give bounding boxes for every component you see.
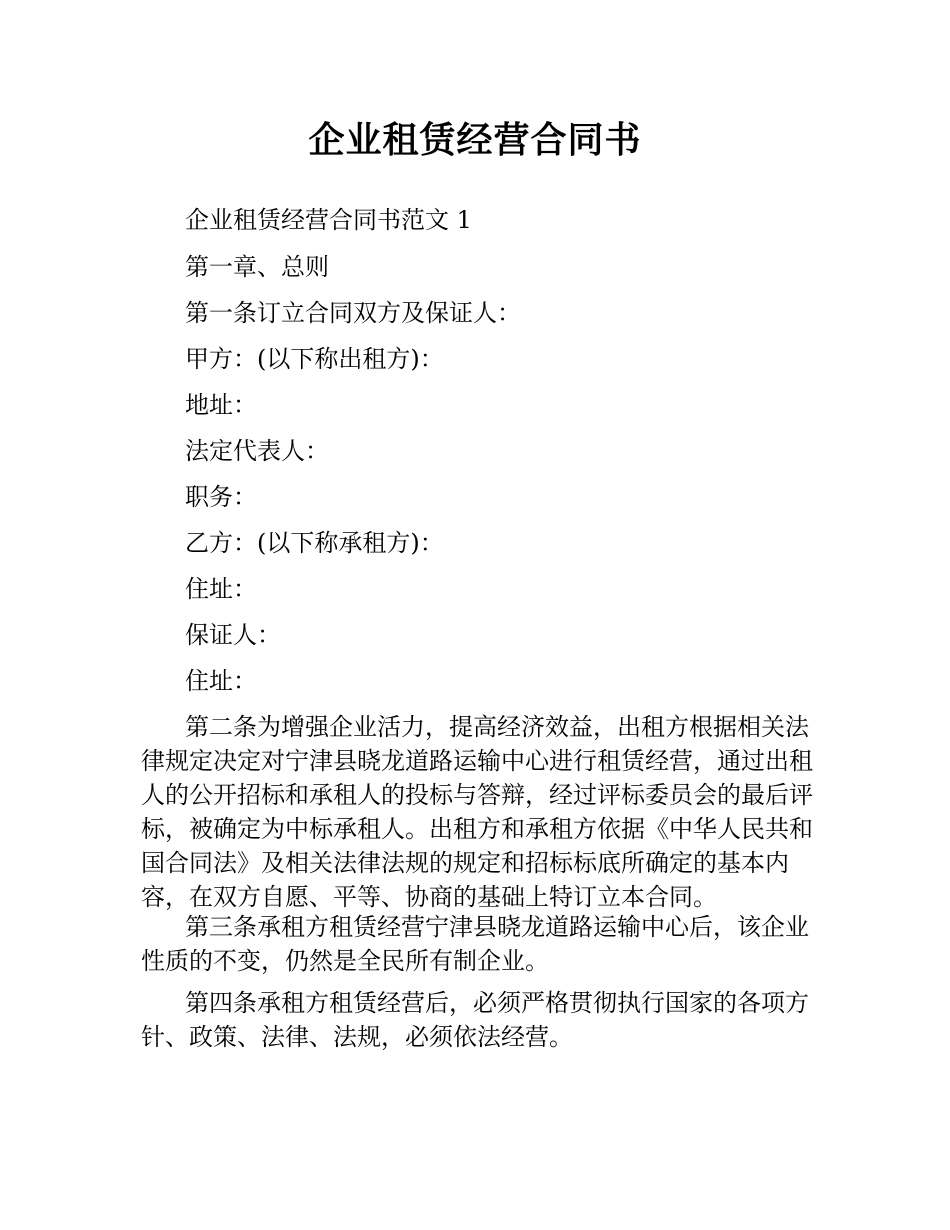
article-four-paragraph: 第四条承租方租赁经营后，必须严格贯彻执行国家的各项方针、政策、法律、法规，必须依法经营。: [141, 989, 809, 1051]
document-title: 企业租赁经营合同书: [308, 120, 642, 161]
guarantor-line: 保证人：: [185, 621, 281, 649]
residence-line: 住址：: [185, 575, 257, 603]
subtitle-line: 企业租赁经营合同书范文 1: [185, 206, 472, 234]
position-line: 职务：: [185, 483, 257, 511]
article-two-paragraph: 第二条为增强企业活力，提高经济效益，出租方根据相关法律规定决定对宁津县晓龙道路运输中心进行租赁经营，通过出租人的公开招标和承租人的投标与答辩，经过评标委员会的最后评标，被确定为中标承租人。出租方和承租方依据《中华人民共和国合同法》及相关法律法规的规定和招标标底所确定的基本内容，在双方自愿、平等、协商的基础上特订立本合同。: [141, 713, 813, 911]
article-three-paragraph: 第三条承租方租赁经营宁津县晓龙道路运输中心后，该企业性质的不变，仍然是全民所有制企业。: [141, 913, 809, 975]
chapter-heading: 第一章、总则: [185, 253, 329, 281]
address-line: 地址：: [185, 391, 257, 419]
party-b-line: 乙方：(以下称承租方)：: [185, 529, 444, 557]
guarantor-residence-line: 住址：: [185, 667, 257, 695]
article-one: 第一条订立合同双方及保证人：: [185, 299, 521, 327]
party-a-line: 甲方：(以下称出租方)：: [185, 345, 444, 373]
legal-rep-line: 法定代表人：: [185, 437, 329, 465]
